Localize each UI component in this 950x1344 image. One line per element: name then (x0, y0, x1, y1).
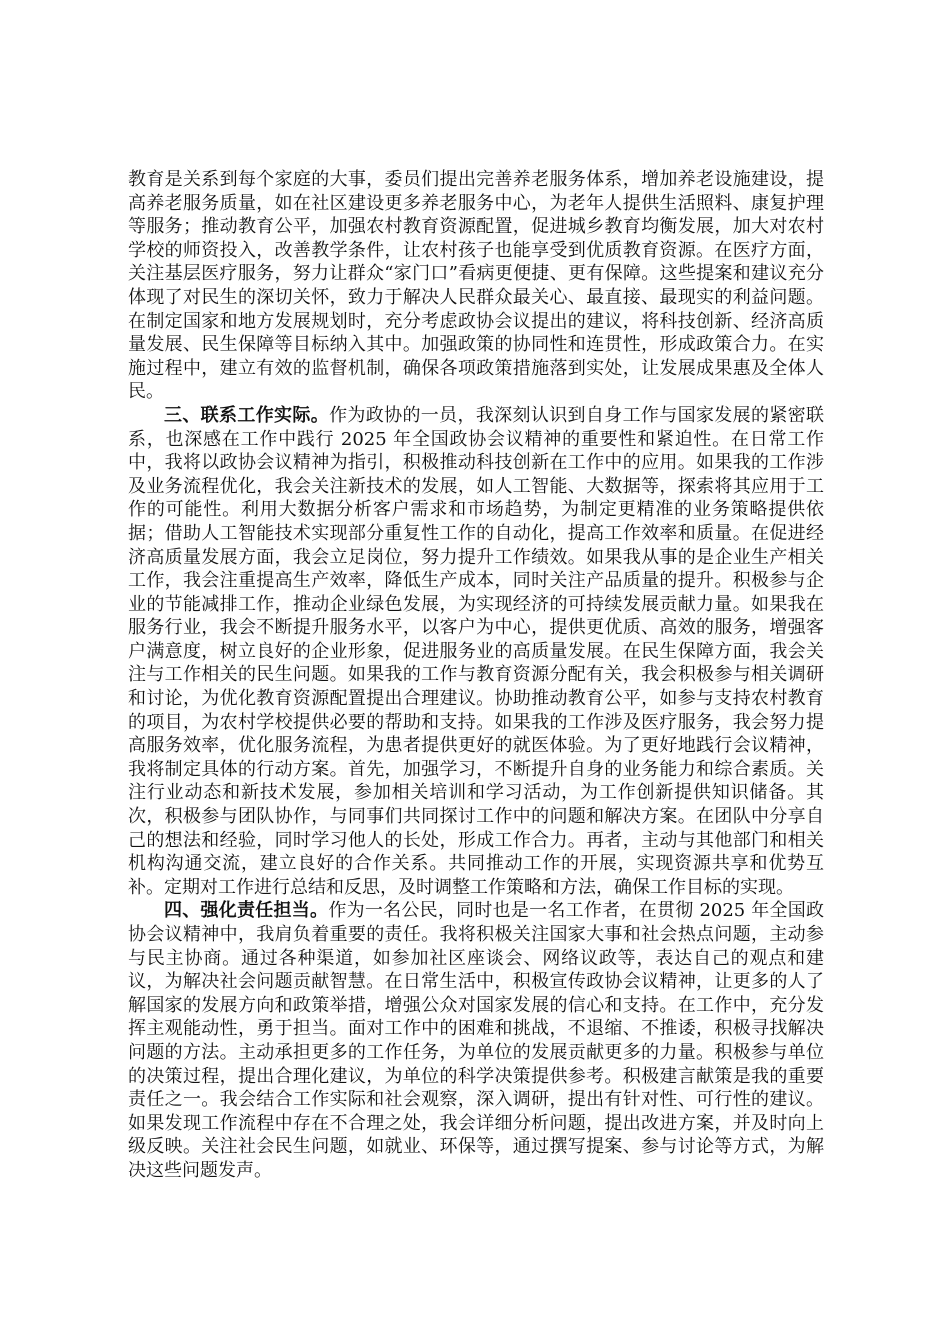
paragraph-section-4 (128, 899, 824, 1182)
paragraph-section-3 (128, 404, 824, 899)
paragraph-body: 作为政协的一员，我深刻认识到自身工作与国家发展的紧密联系，也深感在工作中践行 2025 年全国政协会议精神的重要性和紧迫性。在日常工作中，我将以政协会议精神为指引，积极推动科技创新在工作中的应用。如果我的工作涉及业务流程优化，我会关注新技术的发展，如人工智能、大数据等，探索将其应用于工作的可能性。利用大数据分析客户需求和市场趋势，为制定更精准的业务策略提供依据；借助人工智能技术实现部分重复性工作的自动化，提高工作效率和质量。在促进经济高质量发展方面，我会立足岗位，努力提升工作绩效。如果我从事的是企业生产相关工作，我会注重提高生产效率，降低生产成本，同时关注产品质量的提升。积极参与企业的节能减排工作，推动企业绿色发展，为实现经济的可持续发展贡献力量。如果我在服务行业，我会不断提升服务水平，以客户为中心，提供更优质、高效的服务，增强客户满意度，树立良好的企业形象，促进服务业的高质量发展。在民生保障方面，我会关注与工作相关的民生问题。如果我的工作与教育资源分配有关，我会积极参与相关调研和讨论，为优化教育资源配置提出合理建议。协助推动教育公平，如参与支持农村教育的项目，为农村学校提供必要的帮助和支持。如果我的工作涉及医疗服务，我会努力提高服务效率，优化服务流程，为患者提供更好的就医体验。为了更好地践行会议精神，我将制定具体的行动方案。首先，加强学习，不断提升自身的业务能力和综合素质。关注行业动态和新技术发展，参加相关培训和学习活动，为工作创新提供知识储备。其次，积极参与团队协作，与同事们共同探讨工作中的问题和解决方案。在团队中分享自己的想法和经验，同时学习他人的长处，形成工作合力。再者，主动与其他部门和相关机构沟通交流，建立良好的合作关系。共同推动工作的开展，实现资源共享和优势互补。定期对工作进行总结和反思，及时调整工作策略和方法，确保工作目标的实现。 (128, 404, 825, 898)
paragraph-body: 教育是关系到每个家庭的大事，委员们提出完善养老服务体系，增加养老设施建设，提高养老服务质量，如在社区建设更多养老服务中心，为老年人提供生活照料、康复护理等服务；推动教育公平，加强农村教育资源配置，促进城乡教育均衡发展，加大对农村学校的师资投入，改善教学条件，让农村孩子也能享受到优质教育资源。在医疗方面，关注基层医疗服务，努力让群众“家门口”看病更便捷、更有保障。这些提案和建议充分体现了对民生的深切关怀，致力于解决人民群众最关心、最直接、最现实的利益问题。在制定国家和地方发展规划时，充分考虑政协会议提出的建议，将科技创新、经济高质量发展、民生保障等目标纳入其中。加强政策的协同性和连贯性，形成政策合力。在实施过程中，建立有效的监督机制，确保各项政策措施落到实处，让发展成果惠及全体人民。 (128, 169, 824, 403)
section-heading: 四、强化责任担当。 (164, 900, 329, 922)
paragraph-continuation (128, 168, 824, 404)
section-heading: 三、联系工作实际。 (164, 404, 330, 426)
document-page (128, 168, 824, 1183)
paragraph-body: 作为一名公民，同时也是一名工作者，在贯彻 2025 年全国政协会议精神中，我肩负着重要的责任。我将积极关注国家大事和社会热点问题，主动参与民主协商。通过各种渠道，如参加社区座谈会、网络议政等，表达自己的观点和建议，为解决社会问题贡献智慧。在日常生活中，积极宣传政协会议精神，让更多的人了解国家的发展方向和政策举措，增强公众对国家发展的信心和支持。在工作中，充分发挥主观能动性，勇于担当。面对工作中的困难和挑战，不退缩、不推诿，积极寻找解决问题的方法。主动承担更多的工作任务，为单位的发展贡献更多的力量。积极参与单位的决策过程，提出合理化建议，为单位的科学决策提供参考。积极建言献策是我的重要责任之一。我会结合工作实际和社会观察，深入调研，提出有针对性、可行性的建议。如果发现工作流程中存在不合理之处，我会详细分析问题，提出改进方案，并及时向上级反映。关注社会民生问题，如就业、环保等，通过撰写提案、参与讨论等方式，为解决这些问题发声。 (128, 900, 825, 1181)
